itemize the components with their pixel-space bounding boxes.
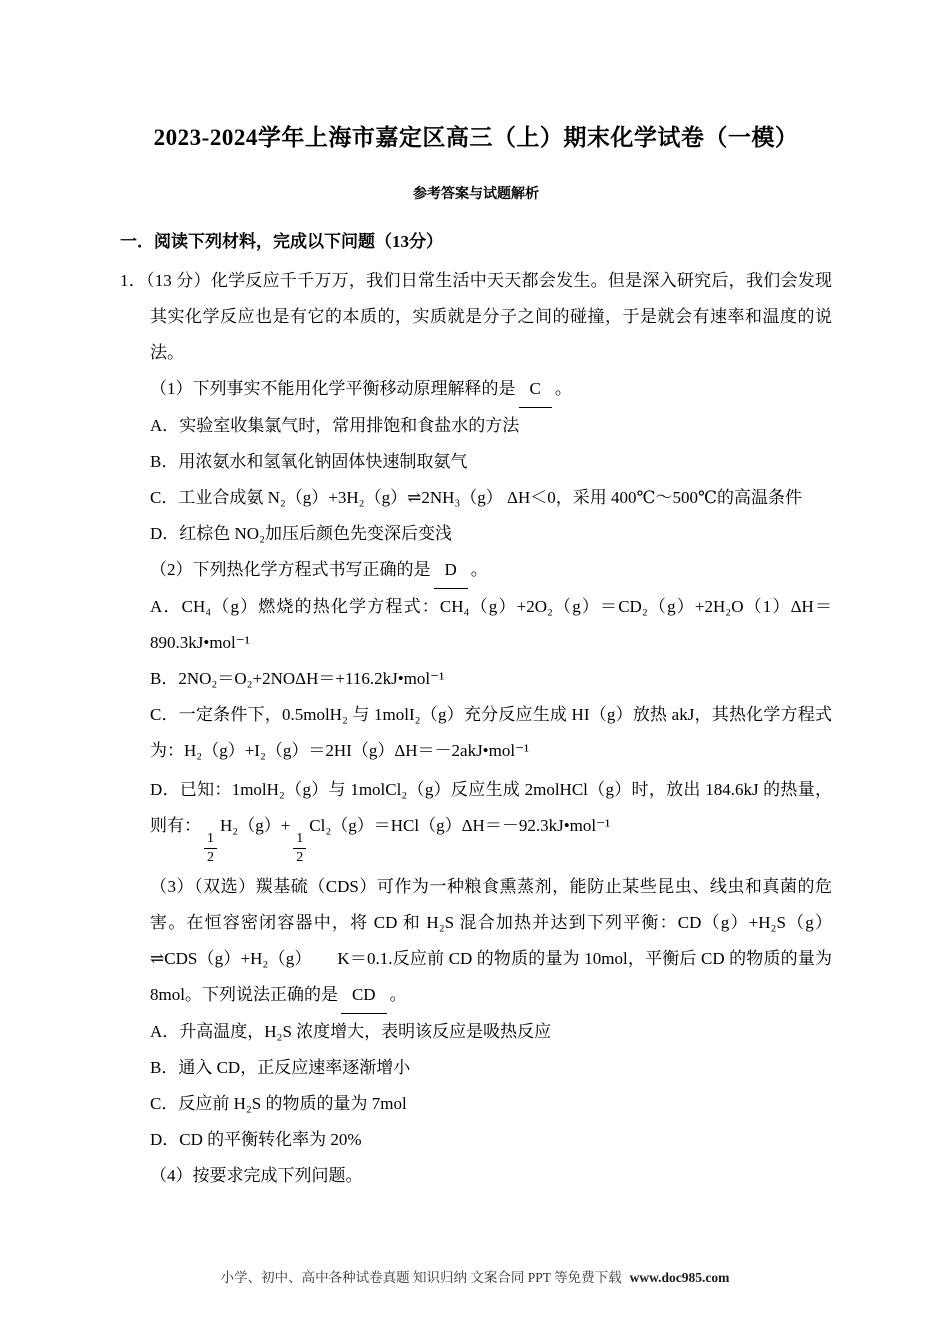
part-3-option-b: B．通入 CD，正反应速率逐渐增小 (150, 1058, 411, 1078)
part-3-stem (120, 869, 832, 1014)
part-3-stem-text: （3）（双选）羰基硫（CDS）可作为一种粮食熏蒸剂，能防止某些昆虫、线虫和真菌的危害。在恒容密闭容器中，将 CD 和 H₂S 混合加热并达到下列平衡：CD（g）+H₂S（g）⇌CDS（g）+H₂（g） K＝0.1.反应前 CD 的物质的量为 10mol，平衡后 CD 的物质的量为 8mol。下列说法正确的是 (150, 877, 832, 1005)
part-2-option-d-text: Cl₂（g）＝HCl（g）ΔH＝－92.3kJ•mol⁻¹ (309, 816, 611, 836)
part-1 (120, 371, 832, 552)
part-1-option-a: A．实验室收集氯气时，常用排饱和食盐水的方法 (150, 416, 520, 436)
part-3-option-a: A．升高温度，H₂S 浓度增大，表明该反应是吸热反应 (150, 1022, 552, 1042)
part-2-option-c: C．一定条件下，0.5molH₂ 与 1molI₂（g）充分反应生成 HI（g）放热 akJ，其热化学方程式为：H₂（g）+I₂（g）＝2HI（g）ΔH＝－2akJ•mol⁻¹ (150, 705, 832, 761)
fraction-denominator: 2 (207, 849, 214, 865)
part-1-option-d: D．红棕色 NO₂加压后颜色先变深后变浅 (150, 524, 453, 544)
page-title: 2023-2024学年上海市嘉定区高三（上）期末化学试卷（一模） (153, 125, 799, 150)
part-4-stem: （4）按要求完成下列问题。 (150, 1166, 363, 1186)
part-2-stem (120, 552, 832, 589)
fraction-one-half-icon (204, 830, 217, 866)
part-1-stem-suffix: 。 (554, 379, 572, 399)
question-1 (120, 263, 832, 1194)
section-heading: 一．阅读下列材料，完成以下问题（13分） (120, 232, 443, 252)
part-2-stem-text: （2）下列热化学方程式书写正确的是 (150, 560, 431, 580)
fraction-one-half-icon (293, 830, 306, 866)
part-1-option-b: B．用浓氨水和氢氧化钠固体快速制取氨气 (150, 452, 468, 472)
part-3-stem-suffix: 。 (389, 985, 407, 1005)
part-2-option-d-text: H₂（g）+ (220, 816, 291, 836)
page-footer (0, 1266, 950, 1286)
part-2-option-b: B．2NO₂＝O₂+2NOΔH＝+116.2kJ•mol⁻¹ (150, 669, 445, 689)
fraction-denominator: 2 (296, 849, 304, 865)
part-1-option-c: C．工业合成氨 N₂（g）+3H₂（g）⇌2NH₃（g） ΔH＜0，采用 400℃～500℃的高温条件 (150, 488, 803, 508)
part-1-answer-blank: C (519, 371, 552, 408)
part-4 (120, 1158, 832, 1194)
part-2-stem-suffix: 。 (470, 560, 488, 580)
part-2 (120, 552, 832, 869)
part-3-option-d: D．CD 的平衡转化率为 20% (150, 1130, 362, 1150)
part-3-answer-blank: CD (341, 977, 387, 1014)
part-1-stem-text: （1）下列事实不能用化学平衡移动原理解释的是 (150, 379, 516, 399)
footer-url: www.doc985.com (629, 1270, 730, 1285)
part-2-option-d-text: D．已知：1molH₂（g）与 1molCl₂（g）反应生成 2molHCl（g）时，放出 184.6kJ 的热量，则有： (150, 780, 832, 836)
page-subtitle: 参考答案与试题解析 (413, 187, 539, 203)
part-3-option-c: C．反应前 H₂S 的物质的量为 7mol (150, 1094, 407, 1114)
part-3 (120, 869, 832, 1158)
footer-text: 小学、初中、高中各种试卷真题 知识归纳 文案合同 PPT 等免费下载 (220, 1270, 622, 1285)
fraction-numerator: 1 (293, 830, 306, 849)
part-2-answer-blank: D (434, 552, 468, 589)
question-intro: 1．（13 分）化学反应千千万万，我们日常生活中天天都会发生。但是深入研究后，我们会发现其实化学反应也是有它的本质的，实质就是分子之间的碰撞，于是就会有速率和温度的说法。 (120, 271, 832, 363)
part-2-option-a: A．CH₄（g）燃烧的热化学方程式：CH₄（g）+2O₂（g）＝CD₂（g）+2H₂O（1）ΔH＝890.3kJ•mol⁻¹ (150, 597, 832, 653)
part-1-stem (120, 371, 832, 408)
fraction-numerator: 1 (204, 830, 217, 849)
part-2-option-d (120, 769, 832, 869)
